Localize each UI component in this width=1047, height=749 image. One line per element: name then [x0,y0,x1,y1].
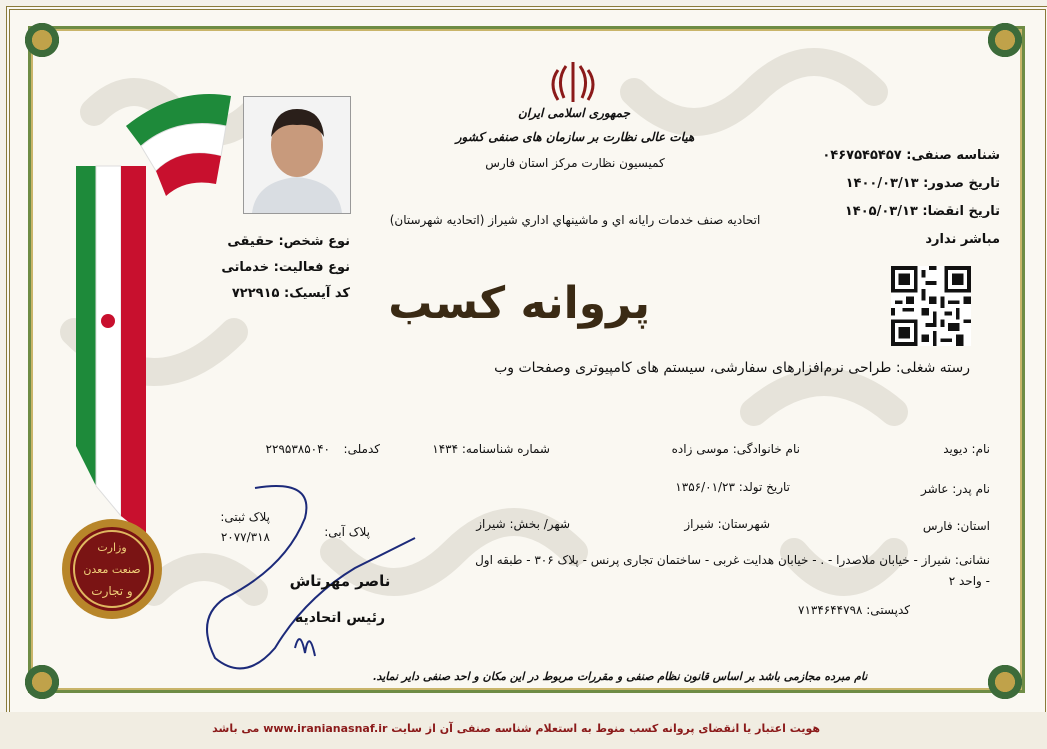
city: شهر/ بخش: شیراز [476,517,570,531]
certificate-title: پروانه کسب [388,278,650,329]
plate-registered: ۲۰۷۷/۳۱۸ [220,530,270,544]
county: شهرستان: شیراز [684,517,770,531]
seal-text-2: صنعت معدن [83,563,141,576]
province: استان: فارس [922,519,990,533]
owner-status: مباشر ندارد [925,232,1000,247]
national-code: ۲۲۹۵۳۸۵۰۴۰ [265,442,330,456]
signatory-name: ناصر مهرتاش [289,572,391,590]
header-line-2: هیات عالی نظارت بر سازمان های صنفی کشور [455,130,695,144]
footer-text: هویت اعتبار یا انقضای پروانه کسب منوط به استعلام شناسه صنفی آن از سایت www.iranianasnaf.ir می باشد [212,722,820,735]
address-line-2: - واحد ۲ [948,574,990,588]
father-name: نام پدر: عاشر [920,482,990,496]
header-line-4: اتحادیه صنف خدمات رایانه اي و ماشینهاي اداري شیراز (اتحادیه شهرستان) [389,213,761,227]
qr-code-icon [891,266,971,346]
owner-photo [243,96,351,214]
id-number: شماره شناسنامه: ۱۴۳۴ [432,442,550,456]
person-type: نوع شخص: حقیقی [227,234,350,249]
isic-code: کد آیسیک: ۷۲۲۹۱۵ [231,286,350,301]
header-line-1: جمهوری اسلامی ایران [517,106,630,120]
iran-flag-ribbon [66,86,236,536]
issue-date: تاریخ صدور: ۱۴۰۰/۰۳/۱۳ [845,176,1000,191]
footer-bar [0,712,1047,749]
expiry-date: تاریخ انقضا: ۱۴۰۵/۰۳/۱۳ [844,204,1000,219]
last-name: نام خانوادگی: موسی زاده [671,442,800,456]
national-code-label: کدملی: [343,442,380,456]
legal-note: نام مبرده مجازمی باشد بر اساس قانون نظام صنفی و مقررات مربوط در این مکان و احد صنفی دایر نماید. [372,670,868,683]
corner-ornament-top-right [985,20,1025,60]
seal-text-1: وزارت [97,541,127,554]
plate-blue: پلاک آبی: [324,525,370,539]
person-photo-icon [244,97,350,213]
postal-code: کدپستی: ۷۱۳۴۶۴۴۷۹۸ [798,603,910,617]
first-name: نام: دیوید [943,442,990,456]
address-line-1: نشانی: شیراز - خیابان ملاصدرا - . - خیابان هدایت غربی - ساختمان تجاری پرنس - پلاک ۳۰۶ - طبقه اول [475,553,990,567]
corner-ornament-bottom-left [22,662,62,702]
business-category: رسته شغلی: طراحی نرم‌افزارهای سفارشی، سیستم های کامپیوتری وصفحات وب [494,360,970,376]
guild-id: شناسه صنفی: ۰۴۶۷۵۴۵۴۵۷ [822,148,1000,163]
corner-ornament-bottom-right [985,662,1025,702]
signatory-role: رئیس اتحادیه [294,610,386,626]
plate-registered-label: پلاک ثبتی: [220,510,270,524]
corner-ornament-top-left [22,20,62,60]
birth-date: تاریخ تولد: ۱۳۵۶/۰۱/۲۳ [675,480,790,494]
activity-type: نوع فعالیت: خدماتی [221,260,350,275]
ministry-seal [60,517,165,622]
iran-emblem-icon [548,58,598,106]
seal-text-3: و تجارت [91,584,133,598]
header-line-3: کمیسیون نظارت مرکز استان فارس [485,156,665,170]
